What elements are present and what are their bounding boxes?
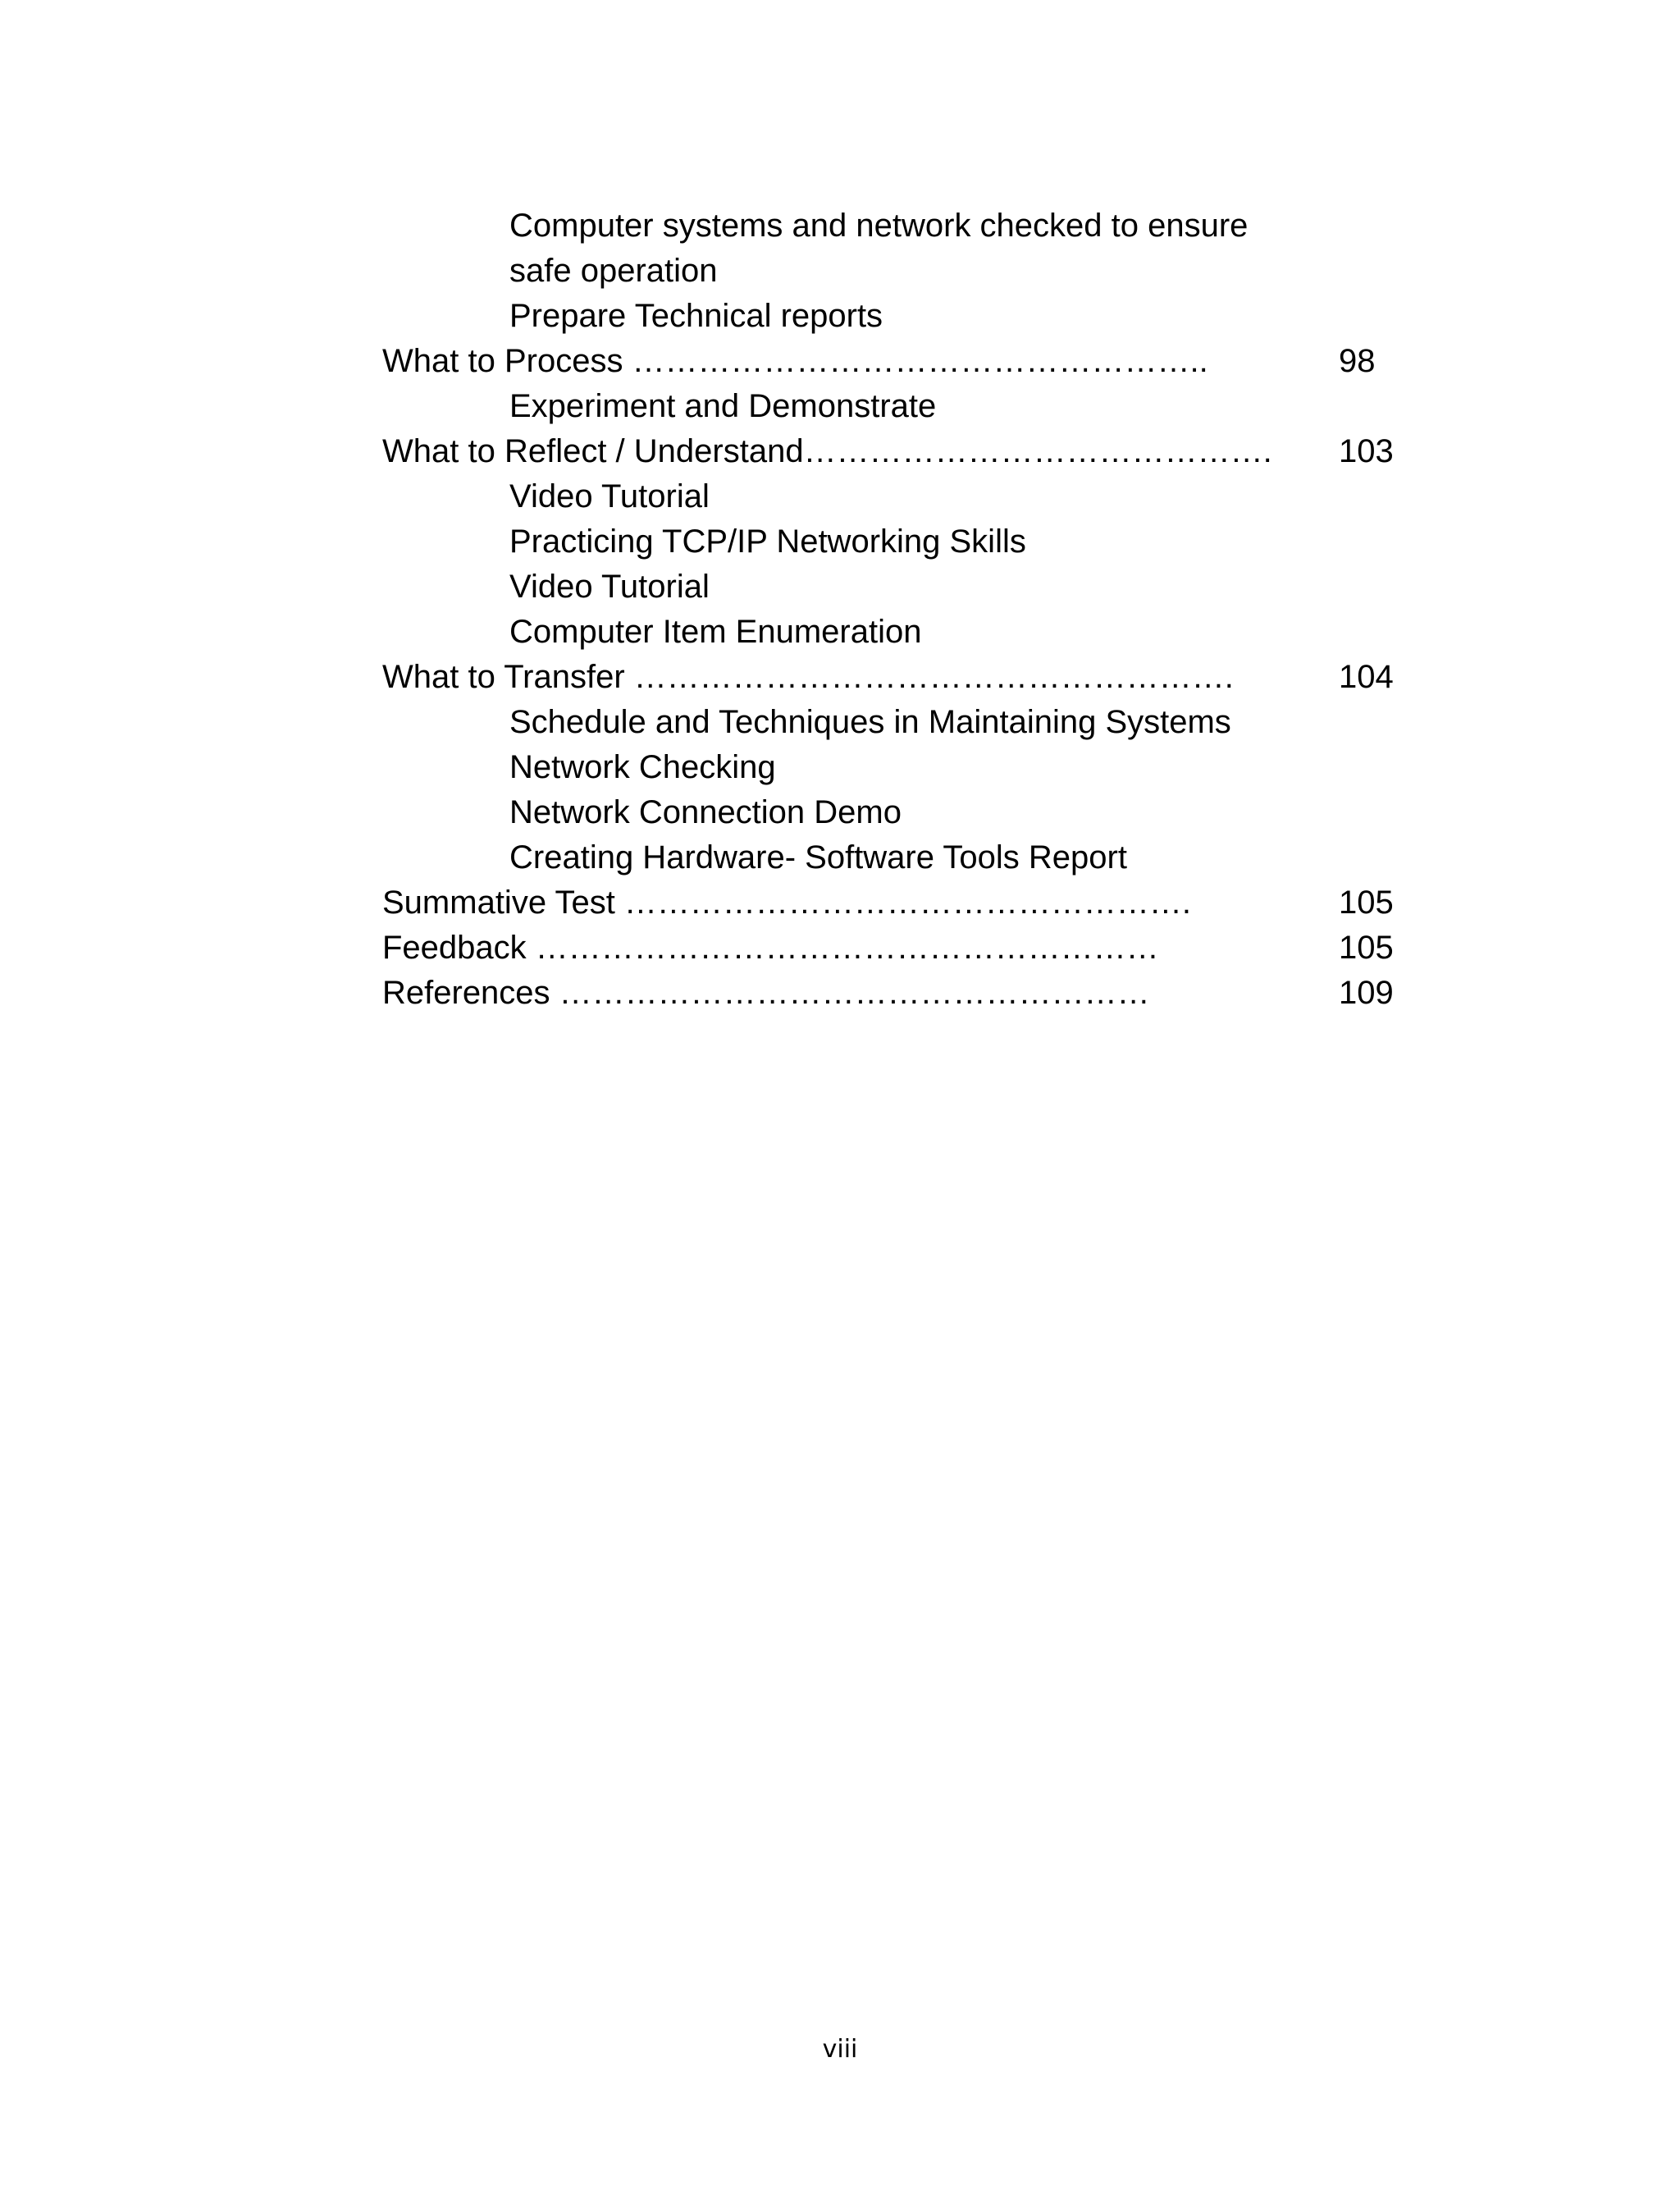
toc-page-number: 105 — [1339, 930, 1394, 966]
toc-subentry-text: Creating Hardware- Software Tools Report — [509, 839, 1127, 876]
toc-entry-feedback[interactable] — [0, 926, 1680, 971]
toc-entry-title: Summative Test ……………………………………………. — [382, 885, 1192, 921]
page-number-footer: viii — [822, 2035, 858, 2064]
toc-entry-title: What to Process …………………………………………….. — [382, 343, 1208, 379]
toc-subentry — [0, 610, 1680, 655]
toc-subentry — [0, 565, 1680, 610]
toc-entry-title: What to Reflect / Understand……………………………………. — [382, 433, 1272, 469]
toc-subentry — [0, 835, 1680, 880]
toc-page-number: 109 — [1339, 975, 1394, 1011]
toc-subentry-text: Practicing TCP/IP Networking Skills — [509, 523, 1026, 560]
toc-subentry-text: Network Connection Demo — [509, 794, 902, 830]
toc-entry-references[interactable] — [0, 971, 1680, 1016]
toc-entry-what-to-transfer[interactable] — [0, 655, 1680, 700]
toc-page-number: 105 — [1339, 885, 1394, 921]
toc-subentry-text: Prepare Technical reports — [509, 298, 883, 334]
toc-subentry-text: safe operation — [509, 253, 718, 289]
toc-entry-title: References ……………………………………………… — [382, 975, 1150, 1011]
toc-entry-title: Feedback ………………………………………………… — [382, 930, 1159, 966]
toc-subentry-text: Experiment and Demonstrate — [509, 388, 937, 424]
toc-page-number: 98 — [1339, 343, 1376, 379]
toc-subentry — [0, 700, 1680, 745]
table-of-contents — [0, 203, 1680, 1016]
toc-page-number: 103 — [1339, 433, 1394, 469]
toc-entry-title: What to Transfer ………………………………………………. — [382, 659, 1234, 695]
toc-subentry — [0, 203, 1680, 249]
toc-page-number: 104 — [1339, 659, 1394, 695]
toc-entry-what-to-reflect[interactable] — [0, 429, 1680, 474]
toc-subentry — [0, 474, 1680, 519]
toc-subentry-text: Computer Item Enumeration — [509, 614, 922, 650]
toc-subentry-text: Schedule and Techniques in Maintaining Systems — [509, 704, 1231, 740]
toc-entry-what-to-process[interactable] — [0, 339, 1680, 384]
toc-subentry-text: Network Checking — [509, 749, 776, 785]
toc-subentry-text: Computer systems and network checked to ensure — [509, 208, 1249, 244]
toc-subentry-text: Video Tutorial — [509, 569, 710, 605]
toc-subentry — [0, 519, 1680, 565]
toc-subentry-text: Video Tutorial — [509, 478, 710, 514]
toc-entry-summative-test[interactable] — [0, 880, 1680, 926]
toc-subentry — [0, 249, 1680, 294]
toc-subentry — [0, 384, 1680, 429]
toc-subentry — [0, 790, 1680, 835]
toc-subentry — [0, 294, 1680, 339]
toc-subentry — [0, 745, 1680, 790]
